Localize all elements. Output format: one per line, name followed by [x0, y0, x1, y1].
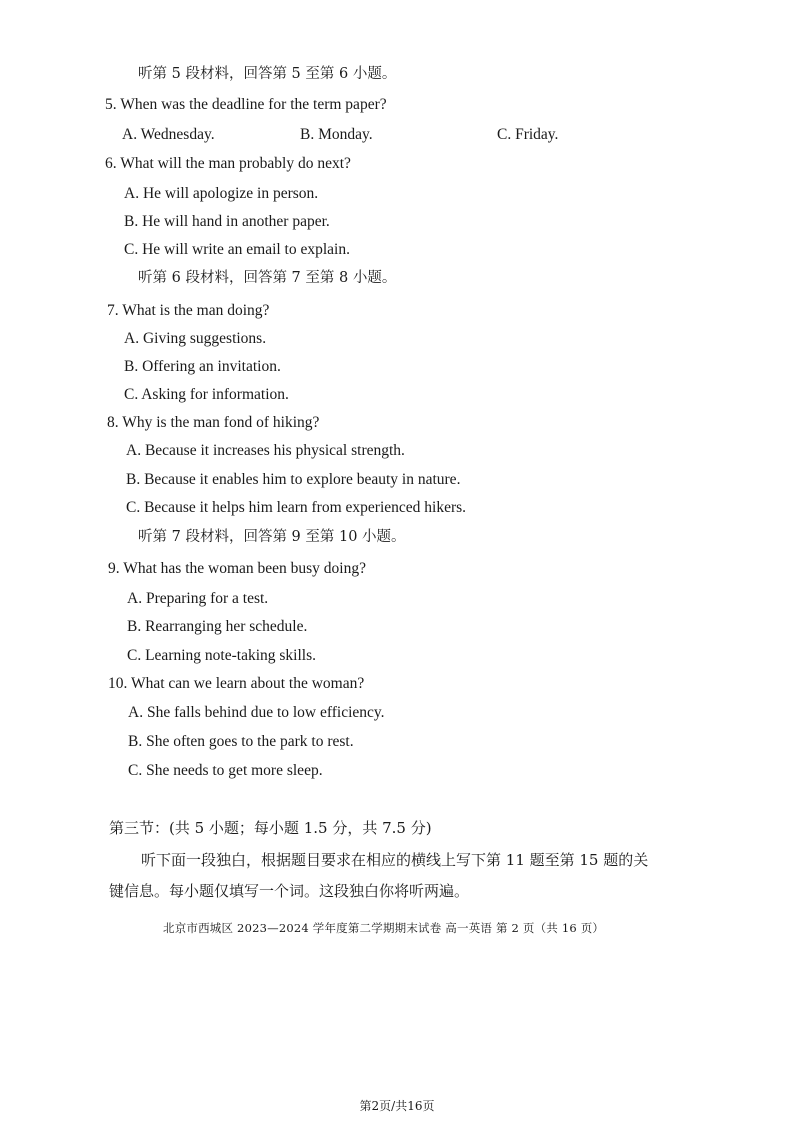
- option-a: A. She falls behind due to low efficiency.: [128, 704, 385, 721]
- option-c: C. Asking for information.: [124, 386, 289, 403]
- question-stem: 5. When was the deadline for the term paper?: [105, 96, 387, 113]
- option-b: B. He will hand in another paper.: [124, 213, 330, 230]
- section-instruction: 听第 6 段材料，回答第 7 至第 8 小题。: [138, 270, 397, 286]
- option-a: A. He will apologize in person.: [124, 185, 319, 202]
- exam-footer: 北京市西城区 2023—2024 学年度第二学期期末试卷 高一英语 第 2 页（共 16 页）: [163, 921, 605, 935]
- instruction-paragraph-line: 听下面一段独白，根据题目要求在相应的横线上写下第 11 题至第 15 题的关: [141, 851, 649, 869]
- options-row: [0, 125, 794, 145]
- section-heading: 第三节：(共 5 小题；每小题 1.5 分，共 7.5 分): [109, 819, 432, 837]
- page-indicator: 第2页/共16页: [359, 1099, 435, 1113]
- option-c: C. She needs to get more sleep.: [128, 762, 323, 779]
- question-stem: 10. What can we learn about the woman?: [108, 675, 365, 692]
- option-a: A. Wednesday.: [122, 126, 215, 143]
- question-stem: 8. Why is the man fond of hiking?: [107, 414, 320, 431]
- option-b: B. Rearranging her schedule.: [127, 618, 308, 635]
- option-b: B. Because it enables him to explore beauty in nature.: [126, 471, 461, 488]
- option-b: B. Monday.: [300, 126, 373, 143]
- option-c: C. Friday.: [497, 126, 559, 143]
- question-stem: 7. What is the man doing?: [107, 302, 270, 319]
- question-stem: 6. What will the man probably do next?: [105, 155, 351, 172]
- option-a: A. Because it increases his physical strength.: [126, 442, 405, 459]
- instruction-paragraph-line: 键信息。每小题仅填写一个词。这段独白你将听两遍。: [109, 882, 470, 900]
- option-a: A. Giving suggestions.: [124, 330, 267, 347]
- section-instruction: 听第 5 段材料，回答第 5 至第 6 小题。: [138, 66, 397, 82]
- option-b: B. She often goes to the park to rest.: [128, 733, 354, 750]
- question-stem: 9. What has the woman been busy doing?: [108, 560, 366, 577]
- option-c: C. He will write an email to explain.: [124, 241, 350, 258]
- option-c: C. Because it helps him learn from experienced hikers.: [126, 499, 467, 516]
- section-instruction: 听第 7 段材料，回答第 9 至第 10 小题。: [138, 529, 406, 545]
- option-b: B. Offering an invitation.: [124, 358, 281, 375]
- option-a: A. Preparing for a test.: [127, 590, 269, 607]
- option-c: C. Learning note-taking skills.: [127, 647, 316, 664]
